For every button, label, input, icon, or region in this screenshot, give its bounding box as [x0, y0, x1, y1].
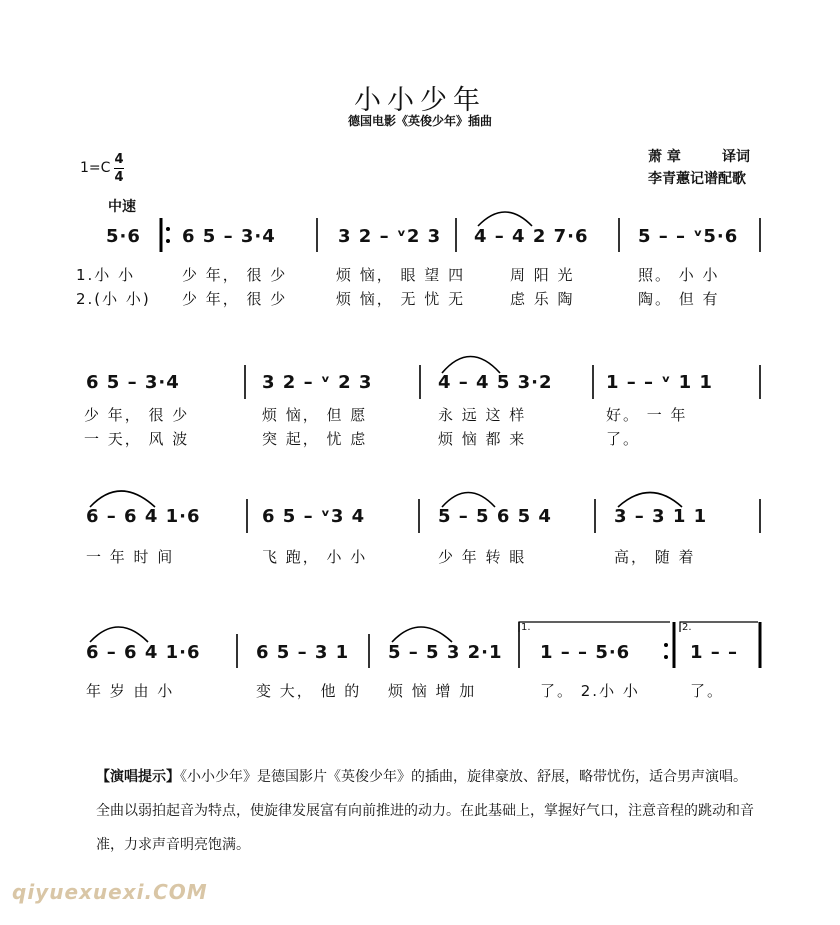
- lyric-verse1: 高， 随 着: [614, 548, 696, 566]
- lyric-verse2: 2.(小 小): [76, 290, 151, 308]
- measure-notes: 6 5 – 3 1: [256, 642, 350, 663]
- lyric-verse1: 一 年 时 间: [86, 548, 175, 566]
- tempo-marking: 中速: [108, 199, 136, 215]
- lyric-verse2: 烦 恼 都 来: [438, 430, 527, 448]
- time-signature-bottom: 4: [114, 170, 124, 185]
- repeat-dot: [166, 227, 170, 231]
- watermark-logo: qiyuexuexi.COM: [12, 880, 208, 904]
- measure-notes: 5 – 5 3 2·1: [388, 642, 503, 663]
- lyricist-name: 萧 章: [648, 149, 681, 165]
- lyric-verse2: 了。: [606, 430, 641, 448]
- measure-notes: 6 5 – 3·4: [182, 226, 276, 247]
- slur: [618, 493, 682, 508]
- lyric-verse1: 变 大， 他 的: [256, 682, 362, 700]
- slur: [478, 212, 532, 226]
- measure-notes: 1 – –: [690, 642, 739, 663]
- singing-tips-text: 《小小少年》是德国影片《英俊少年》的插曲，旋律豪放、舒展，略带忧伤，适合男声演唱。全曲以弱拍起音为特点，使旋律发展富有向前推进的动力。在此基础上，掌握好气口，注意音程的跳动和音准，力求声音明亮饱满。: [96, 769, 754, 853]
- volta-1-label: 1.: [521, 622, 531, 633]
- lyric-verse1: 年 岁 由 小: [86, 682, 175, 700]
- measure-notes: 4 – 4 2 7·6: [474, 226, 589, 247]
- song-subtitle: 德国电影《英俊少年》插曲: [347, 114, 492, 128]
- lyric-verse1: 少 年， 很 少: [84, 406, 190, 424]
- measure-notes: 5 – – ᵛ5·6: [638, 226, 739, 247]
- measure-notes: 1 – – ᵛ 1 1: [606, 372, 713, 393]
- lyric-verse2: 少 年， 很 少: [182, 290, 288, 308]
- measure-notes: 6 – 6 4 1·6: [86, 642, 201, 663]
- lyric-verse1: 烦 恼 增 加: [388, 682, 477, 700]
- lyric-verse1: 好。 一 年: [606, 406, 688, 424]
- lyric-verse2: 虑 乐 陶: [510, 290, 575, 308]
- lyric-verse1: 周 阳 光: [510, 266, 575, 284]
- lyric-verse1: 了。 2.小 小: [540, 682, 640, 700]
- singing-tips: [96, 760, 756, 862]
- measure-notes: 5·6: [106, 226, 141, 247]
- lyric-verse1: 1.小 小: [76, 266, 136, 284]
- measure-notes: 5 – 5 6 5 4: [438, 506, 552, 527]
- lyric-verse2: 烦 恼， 无 忧 无: [336, 290, 466, 308]
- lyric-verse1: 永 远 这 样: [438, 406, 527, 424]
- repeat-dot: [664, 655, 668, 659]
- lyric-verse2: 突 起， 忧 虑: [262, 430, 368, 448]
- measure-notes: 1 – – 5·6: [540, 642, 631, 663]
- lyricist-role: 译词: [722, 149, 750, 165]
- lyric-verse2: 一 天， 风 波: [84, 430, 190, 448]
- measure-notes: 6 5 – ᵛ3 4: [262, 506, 366, 527]
- lyric-verse1: 飞 跑， 小 小: [262, 548, 368, 566]
- volta-1-bracket: [519, 622, 670, 632]
- slur: [442, 357, 500, 374]
- repeat-dot: [664, 643, 668, 647]
- lyric-verse2: 陶。 但 有: [638, 290, 720, 308]
- measure-notes: 3 2 – ᵛ 2 3: [262, 372, 373, 393]
- lyric-verse1: 少 年 转 眼: [438, 548, 527, 566]
- repeat-dot: [166, 239, 170, 243]
- volta-2-label: 2.: [682, 622, 692, 633]
- slur: [392, 627, 452, 642]
- arranger-credit: 李青蕙记谱配歌: [648, 171, 746, 187]
- measure-notes: 4 – 4 5 3·2: [438, 372, 553, 393]
- measure-notes: 3 2 – ᵛ2 3: [338, 226, 442, 247]
- measure-notes: 6 5 – 3·4: [86, 372, 180, 393]
- slur: [90, 491, 155, 507]
- lyric-verse1: 了。: [690, 682, 725, 700]
- time-signature-top: 4: [114, 152, 124, 167]
- lyric-verse1: 照。 小 小: [638, 266, 720, 284]
- lyric-verse1: 烦 恼， 眼 望 四: [336, 266, 466, 284]
- lyric-verse1: 烦 恼， 但 愿: [262, 406, 368, 424]
- lyric-verse1: 少 年， 很 少: [182, 266, 288, 284]
- slur: [442, 493, 495, 508]
- song-title: 小小少年: [354, 85, 486, 116]
- key-signature: 1=C: [80, 160, 111, 176]
- measure-notes: 6 – 6 4 1·6: [86, 506, 201, 527]
- measure-notes: 3 – 3 1 1: [614, 506, 708, 527]
- singing-tips-label: 【演唱提示】: [96, 769, 180, 785]
- slur: [90, 627, 148, 642]
- volta-2-bracket: [680, 622, 758, 632]
